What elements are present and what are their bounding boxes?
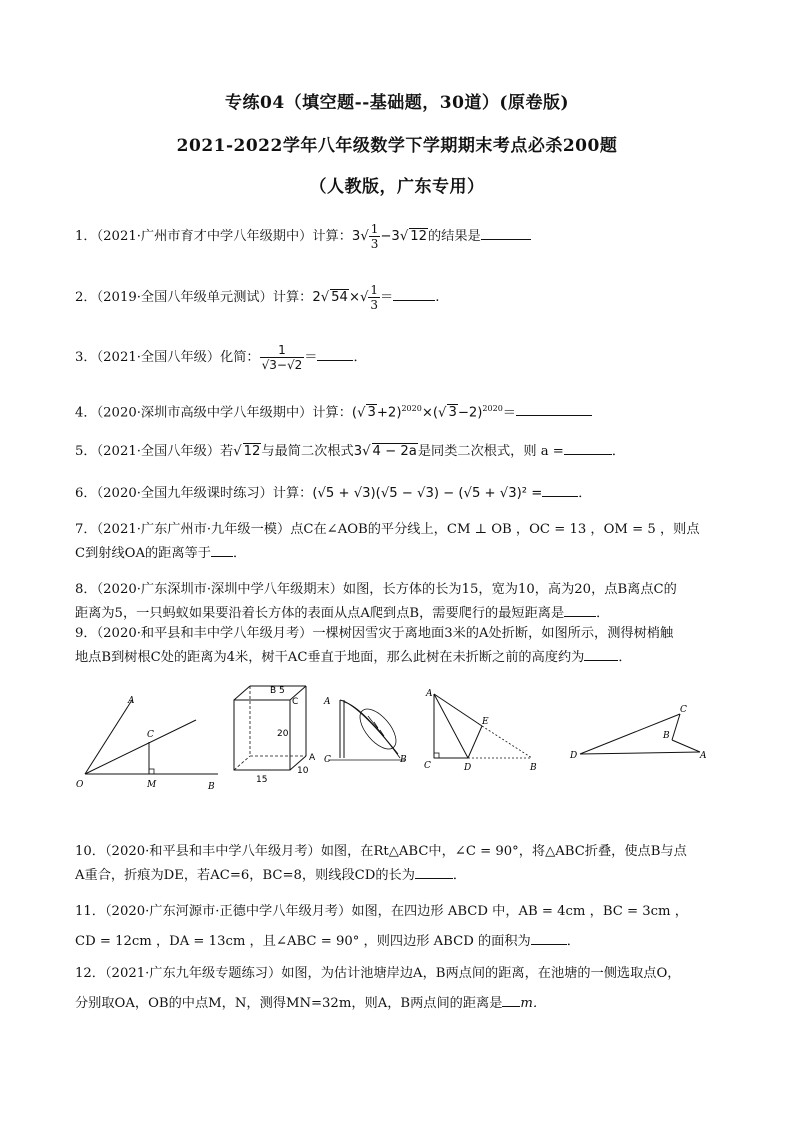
svg-text:A: A — [700, 751, 707, 761]
page-title-3: （人教版，广东专用） — [309, 177, 485, 197]
label-B: B — [208, 782, 215, 792]
question-6: 6．（2020·全国九年级课时练习）计算：(√5 + √3)(√5 − √3) − (√5 + √3)² = ． — [75, 482, 725, 506]
svg-text:D: D — [464, 763, 472, 773]
figure-quadrilateral — [568, 696, 718, 766]
answer-blank[interactable] — [415, 864, 453, 879]
answer-blank[interactable] — [542, 482, 578, 497]
svg-text:20: 20 — [277, 729, 289, 739]
question-10: 10．（2020·和平县和丰中学八年级月考）如图，在Rt△ABC中，∠C = 90°，将△ABC折叠，使点B与点 A重合，折痕为DE，若AC=6，BC=8，则线段CD的长为 ． — [75, 844, 687, 883]
svg-text:E: E — [482, 717, 489, 727]
question-7: 7．（2021·广东广州市·九年级一模）点C在∠AOB的平分线上，CM ⊥ OB ，OC = 13 ，OM = 5 ，则点 C到射线OA的距离等于 ． — [75, 522, 700, 561]
svg-text:15: 15 — [256, 775, 268, 785]
q1-coef: 3 — [351, 229, 361, 244]
question-11: 11．（2020·广东河源市·正德中学八年级月考）如图，在四边形 ABCD 中，AB = 4cm ，BC = 3cm ， CD = 12cm ，DA = 13cm ，且∠ABC = 90° ，则四边形 ABCD 的面积为 ． — [75, 904, 688, 949]
svg-text:A: A — [426, 689, 433, 699]
svg-text:C: C — [424, 761, 431, 771]
page-title-1: 专练04（填空题--基础题，30道）(原卷版) — [224, 93, 569, 113]
figure-broken-tree — [318, 684, 413, 774]
svg-text:C: C — [324, 755, 331, 765]
answer-blank[interactable] — [393, 286, 435, 301]
svg-text:A: A — [309, 753, 316, 763]
label-M: M — [147, 780, 157, 790]
svg-text:C: C — [292, 697, 299, 707]
label-A: A — [128, 696, 135, 706]
answer-blank[interactable] — [564, 602, 596, 617]
svg-text:B: B — [530, 763, 537, 773]
answer-blank[interactable] — [502, 992, 520, 1007]
answer-blank[interactable] — [584, 646, 618, 661]
question-1: 1．（2021·广州市育才中学八年级期中）计算：3√ $\frac{1}{3}$ −3√ 12的结果是 — [75, 222, 725, 251]
svg-text:C: C — [680, 705, 687, 715]
label-C: C — [147, 730, 154, 740]
figure-folded-triangle — [420, 684, 545, 776]
label-O: O — [76, 780, 84, 790]
svg-text:5: 5 — [279, 686, 285, 696]
figure-angle-bisector — [70, 690, 230, 800]
svg-text:D: D — [570, 751, 578, 761]
question-3: 3．（2021·全国八年级）化简： $\frac{1}{√3-√2}$ ＝ ． — [75, 343, 367, 372]
answer-blank[interactable] — [211, 542, 233, 557]
question-12: 12．（2021·广东九年级专题练习）如图，为估计池塘岸边A，B两点间的距离，在池塘的一侧选取点O， 分别取OA，OB的中点M，N，测得MN=32m，则A，B两点间的距离是 m． — [75, 966, 681, 1011]
svg-text:10: 10 — [297, 766, 309, 776]
question-8: 8．（2020·广东深圳市·深圳中学八年级期末）如图，长方体的长为15，宽为10，高为20，点B离点C的 距离为5，一只蚂蚁如果要沿着长方体的表面从点A爬到点B，需要爬行的最短距离是 ． — [75, 582, 677, 621]
answer-blank[interactable] — [317, 346, 353, 361]
question-9: 9．（2020·和平县和丰中学八年级月考）一棵树因雪灾于离地面3米的A处折断，如图所示，测得树梢触 地点B到树根C处的距离为4米，树干AC垂直于地面，那么此树在未折断之前的高度约为 ． — [75, 626, 674, 665]
figure-cuboid — [222, 680, 322, 788]
answer-blank[interactable] — [564, 440, 612, 455]
svg-text:A: A — [324, 697, 331, 707]
svg-text:B: B — [400, 755, 407, 765]
svg-text:B: B — [663, 731, 670, 741]
answer-blank[interactable] — [481, 225, 531, 240]
svg-text:B: B — [270, 686, 277, 696]
answer-blank[interactable] — [531, 930, 567, 945]
question-5: 5．（2021·全国八年级）若√ 12与最简二次根式3√ 4 − 2a是同类二次根式，则 a = ． — [75, 440, 725, 464]
answer-blank[interactable] — [516, 401, 592, 416]
question-2: 2．（2019·全国八年级单元测试）计算：2√ 54×√ $\frac{1}{3}$ ＝ . — [75, 283, 440, 312]
question-4: 4．（2020·深圳市高级中学八年级期中）计算：(√ 3+2)$^{2020}$×(√ 3−2)$^{2020}$＝ — [75, 397, 725, 425]
page-title-2: 2021-2022学年八年级数学下学期期末考点必杀200题 — [176, 136, 618, 156]
